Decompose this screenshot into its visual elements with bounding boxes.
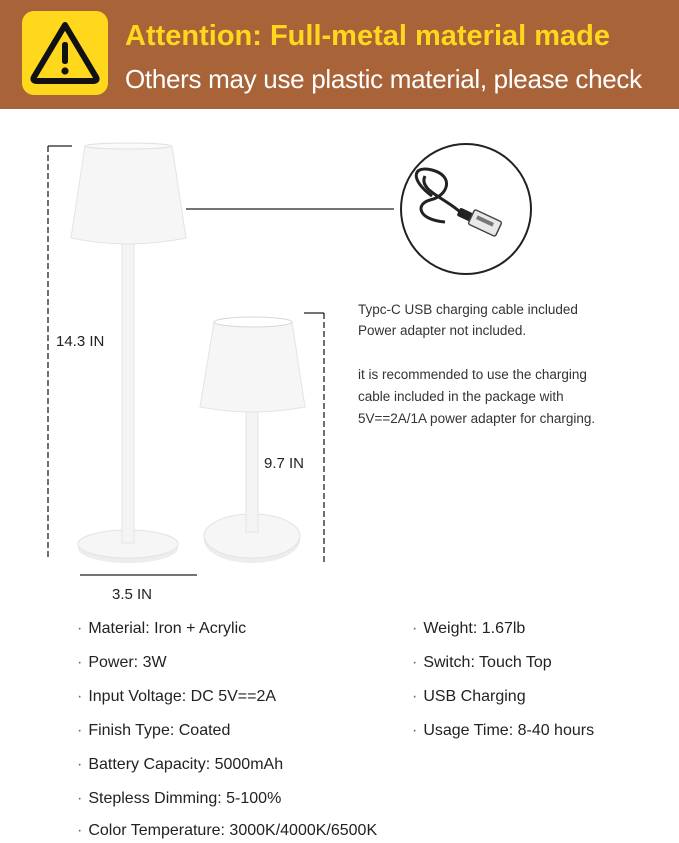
- spec-item-usage-time: [412, 722, 594, 740]
- bullet: ·: [77, 822, 83, 839]
- product-illustration: [0, 109, 679, 609]
- bullet: ·: [77, 790, 83, 807]
- attention-banner: [0, 0, 679, 109]
- spec-text: Switch: Touch Top: [423, 654, 552, 671]
- spec-item-color-temperature: [77, 822, 377, 840]
- spec-text: Battery Capacity: 5000mAh: [88, 756, 284, 773]
- spec-item-material: [77, 620, 246, 638]
- spec-item-finish-type: [77, 722, 230, 740]
- recommendation-line-2: cable included in the package with: [358, 389, 564, 404]
- spec-text: Usage Time: 8-40 hours: [423, 722, 595, 739]
- spec-item-switch: [412, 654, 552, 672]
- short-lamp: [200, 317, 305, 563]
- spec-item-battery-capacity: [77, 756, 283, 774]
- bullet: ·: [412, 620, 418, 637]
- spec-text: Finish Type: Coated: [88, 722, 231, 739]
- spec-text: Power: 3W: [88, 654, 167, 671]
- spec-text: Color Temperature: 3000K/4000K/6500K: [88, 822, 378, 839]
- spec-text: Stepless Dimming: 5-100%: [88, 790, 282, 807]
- spec-item-dimming: [77, 790, 281, 808]
- spec-text: Weight: 1.67lb: [423, 620, 526, 637]
- bullet: ·: [77, 722, 83, 739]
- bullet: ·: [412, 654, 418, 671]
- spec-text: Material: Iron + Acrylic: [88, 620, 247, 637]
- base-width-label: 3.5 IN: [112, 586, 153, 603]
- cable-note-line-2: Power adapter not included.: [358, 323, 527, 338]
- spec-text: USB Charging: [423, 688, 526, 705]
- spec-text: Input Voltage: DC 5V==2A: [88, 688, 277, 705]
- bullet: ·: [77, 620, 83, 637]
- recommendation-line-3: 5V==2A/1A power adapter for charging.: [358, 411, 596, 426]
- warning-icon: [22, 11, 108, 95]
- bullet: ·: [77, 688, 83, 705]
- tall-height-label: 14.3 IN: [56, 333, 105, 350]
- banner-title: Attention: Full-metal material made: [125, 20, 611, 52]
- spec-item-weight: [412, 620, 525, 638]
- spec-item-usb-charging: [412, 688, 526, 706]
- bullet: ·: [412, 688, 418, 705]
- banner-subtitle: Others may use plastic material, please check: [125, 64, 642, 94]
- bullet: ·: [77, 654, 83, 671]
- cable-note-line-1: Typc-C USB charging cable included: [358, 302, 578, 317]
- spec-item-power: [77, 654, 167, 672]
- spec-item-input-voltage: [77, 688, 276, 706]
- bullet: ·: [412, 722, 418, 739]
- usb-cable-icon: [401, 144, 531, 274]
- bullet: ·: [77, 756, 83, 773]
- short-height-bracket: [304, 313, 324, 563]
- short-height-label: 9.7 IN: [264, 455, 305, 472]
- recommendation-line-1: it is recommended to use the charging: [358, 367, 587, 382]
- tall-height-bracket: [48, 146, 72, 558]
- tall-lamp: [71, 143, 186, 563]
